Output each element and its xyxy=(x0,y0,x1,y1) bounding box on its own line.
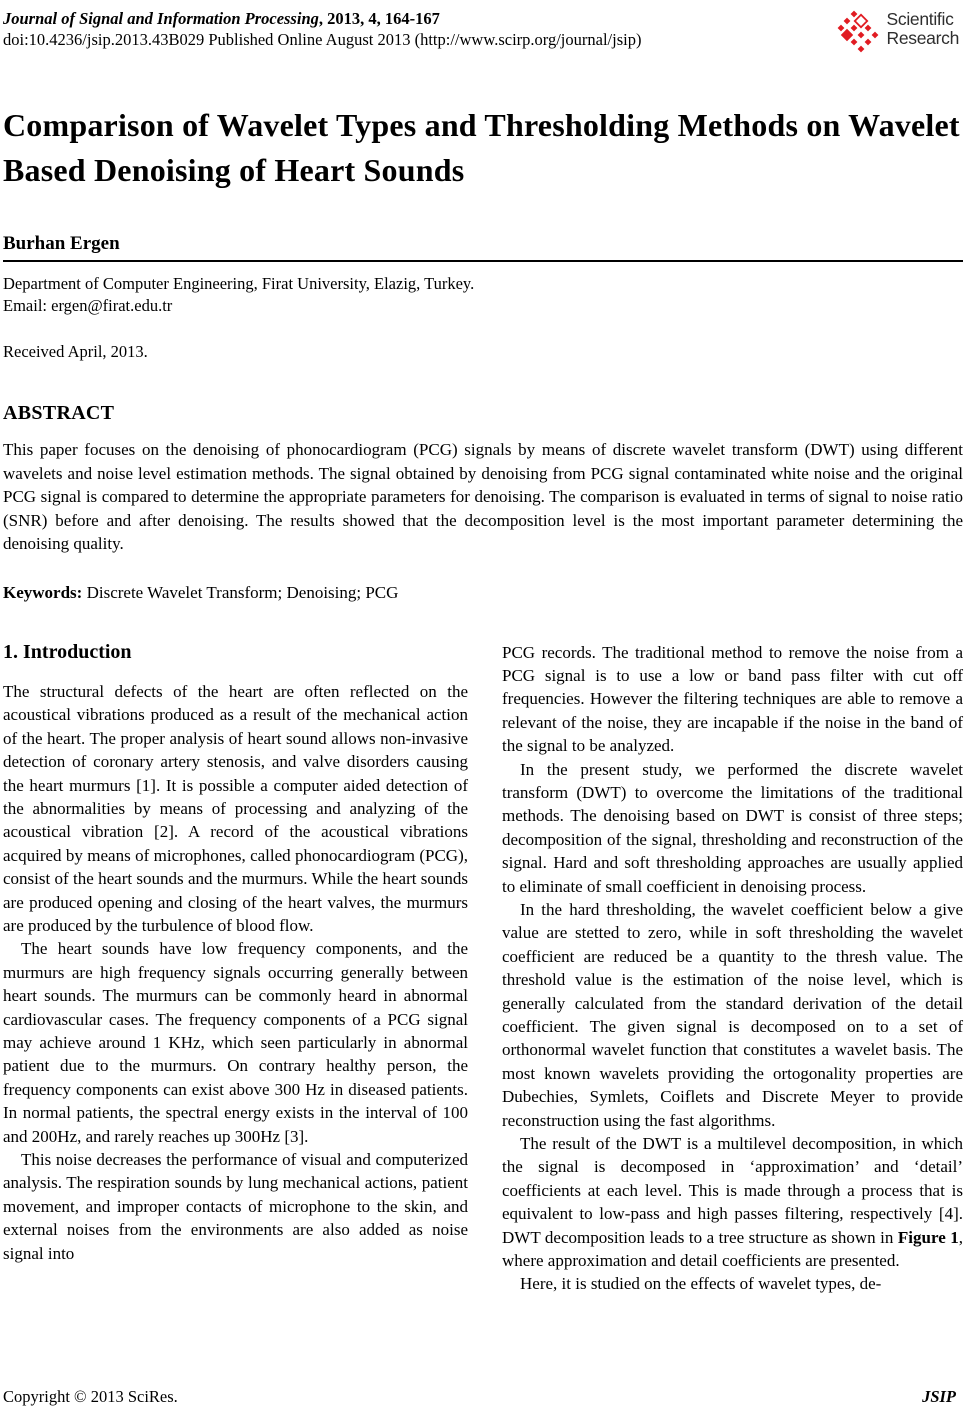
copyright-notice: Copyright © 2013 SciRes. xyxy=(3,1387,178,1406)
paper-title: Comparison of Wavelet Types and Thresholding Methods on Wavelet Based Denoising of Heart Sounds xyxy=(3,107,960,188)
received-date: Received April, 2013. xyxy=(3,342,148,361)
email-line: Email: ergen@firat.edu.tr xyxy=(3,296,173,315)
logo-wordmark xyxy=(887,10,960,48)
author-name: Burhan Ergen xyxy=(3,233,120,254)
page-footer xyxy=(3,1387,956,1407)
logo-word-1: Scientific xyxy=(886,9,954,29)
keywords-line xyxy=(3,583,963,603)
journal-issue-meta: , 2013, 4, 164-167 xyxy=(318,9,440,28)
paragraph: Here, it is studied on the effects of wavelet types, de- xyxy=(520,1274,882,1294)
scires-diamonds-icon xyxy=(836,10,882,59)
figure-1-reference: Figure 1 xyxy=(897,1227,959,1247)
doi-line: doi:10.4236/jsip.2013.43B029 Published Online August 2013 (http://www.scirp.org/journal/jsip) xyxy=(3,30,642,49)
journal-citation-line xyxy=(3,8,641,29)
abstract-body: This paper focuses on the denoising of phonocardiogram (PCG) signals by means of discrete wavelet transform (DWT) using different wavelets and noise level estimation methods. The signal obtained by denoising from PCG signal contaminated white noise and the original PCG signal is compared to determine the appropriate parameters for denoising. The comparison is evaluated in terms of signal to noise ratio (SNR) before and after denoising. The results showed that the decomposition level is the most important parameter determining the denoising quality. xyxy=(3,440,963,553)
keywords-label: Keywords: xyxy=(3,582,83,602)
keywords-value: Discrete Wavelet Transform; Denoising; PCG xyxy=(82,582,399,602)
abstract-heading: ABSTRACT xyxy=(3,402,115,424)
paragraph: In the hard thresholding, the wavelet coefficient below a give value are stetted to zero, while in soft thresholding the wavelet coefficient are reduced be a quantity to the thresh value. The threshold value is the estimation of the noise level, which is generally calculated from the standard derivation of the detail coefficient. The given signal is decomposed on to a set of orthonormal wavelet function that constitutes a wavelet basis. The most known wavelets providing the ortogonality properties are Dubechies, Symlets, Coiflets and Discrete Meyer to provide reconstruction using the fast algorithms. xyxy=(502,899,963,1130)
left-column xyxy=(3,641,468,1296)
journal-info xyxy=(3,8,641,50)
paragraph: This noise decreases the performance of visual and computerized analysis. The respiration sounds by lung mechanical actions, patient movement, and improper contacts of microphone to the skin, and external noises from the environments are also added as noise signal into xyxy=(3,1150,468,1263)
paragraph: In the present study, we performed the discrete wavelet transform (DWT) to overcome the limitations of the traditional methods. The denoising based on DWT is consist of three steps; decomposition of the signal, thresholding and reconstruction of the signal. Hard and soft thresholding approaches are usually applied to eliminate of small coefficient in denoising process. xyxy=(502,759,963,896)
figure-paragraph-pre: The result of the DWT is a multilevel decomposition, in which the signal is decomposed in ‘approximation’ and ‘detail’ coefficients at each level. This is made through a process that is equivalent to low-pass and high passes filtering, respectively [4]. DWT decomposition leads to a tree structure as shown in xyxy=(502,1134,963,1247)
author-divider xyxy=(3,260,963,262)
journal-title: Journal of Signal and Information Processing xyxy=(3,9,319,28)
figure-paragraph-post: , where approximation and detail coefficients are presented. xyxy=(502,1227,963,1271)
page-header xyxy=(3,8,963,59)
two-column-body xyxy=(3,641,963,1296)
affiliation: Department of Computer Engineering, Firat University, Elazig, Turkey. xyxy=(3,274,475,293)
section-heading-introduction: 1. Introduction xyxy=(3,640,132,663)
scientific-research-logo xyxy=(836,10,964,59)
journal-abbreviation: JSIP xyxy=(922,1387,956,1406)
paragraph: The heart sounds have low frequency components, and the murmurs are high frequency signals occurring generally between heart sounds. The murmurs can be commonly heard in abnormal cardiovascular cases. The frequency components of a PCG signal may achieve around 1 KHz, which seen particularly in abnormal patient due to the murmurs. On contrary healthy person, the frequency components can exist above 300 Hz in diseased patients. In normal patients, the spectral energy exists in the interval of 100 and 200Hz, and rarely reaches up 300Hz [3]. xyxy=(3,939,468,1146)
affiliation-block xyxy=(3,273,963,317)
paragraph: The structural defects of the heart are often reflected on the acoustical vibrations produced as a result of the mechanical action of the heart. The proper analysis of heart sound allows non-invasive detection of coronary artery stenosis, and valve disorders causing the heart murmurs [1]. It is possible a computer aided detection of the abnormalities by means of processing and analyzing of the acoustical vibration [2]. A record of the acoustical vibrations acquired by means of microphones, called phonocardiogram (PCG), consist of the heart sounds and the murmurs. While the heart sounds are produced opening and closing of the heart valves, the murmurs are produced by the turbulence of blood flow. xyxy=(3,681,468,935)
paragraph-with-figure-ref xyxy=(502,1132,963,1272)
right-column xyxy=(502,641,963,1296)
paragraph: PCG records. The traditional method to remove the noise from a PCG signal is to use a low or band pass filter with cut off frequencies. However the filtering techniques are able to remove a relevant of the noise, they are incapable if the noise in the band of the signal to be analyzed. xyxy=(502,642,963,756)
logo-word-2: Research xyxy=(886,28,959,48)
